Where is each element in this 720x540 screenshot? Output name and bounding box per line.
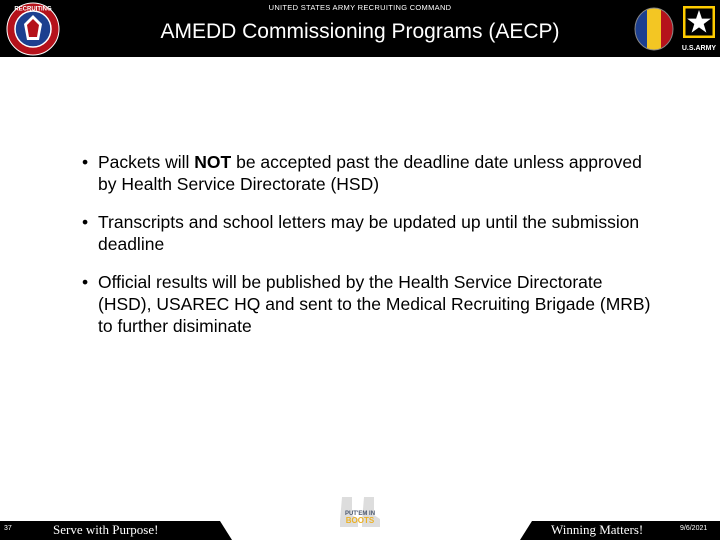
recruiting-badge-text: RECRUITING xyxy=(14,6,52,13)
bullet-text-before: Packets will xyxy=(98,152,195,172)
organization-title: UNITED STATES ARMY RECRUITING COMMAND xyxy=(268,3,452,12)
bullet-text-after: be accepted past the deadline date unless approved by Health Service Directorate (HSD) xyxy=(98,152,642,194)
boots-logo-line2: BOOTS xyxy=(345,516,375,525)
footer-motto-right: Winning Matters! xyxy=(551,522,644,537)
amedd-emblem-icon xyxy=(633,7,675,51)
bullet-bold-text: NOT xyxy=(194,152,232,172)
boots-logo-line1: PUT'EM IN xyxy=(344,511,376,517)
bullet-text: Transcripts and school letters may be updated up until the submission deadline xyxy=(98,212,640,254)
army-logo-text: U.S.ARMY xyxy=(681,45,717,52)
us-army-star-logo xyxy=(680,3,718,54)
bullet-dot: • xyxy=(82,212,89,232)
bullet-list xyxy=(80,151,660,353)
put-em-in-boots-logo xyxy=(334,495,386,535)
bullet-dot: • xyxy=(82,272,89,292)
bullet-dot: • xyxy=(82,152,89,172)
footer-date: 9/6/2021 xyxy=(680,525,708,532)
bullet-item xyxy=(80,271,660,337)
bullet-item xyxy=(80,211,660,255)
page-number: 37 xyxy=(4,525,12,532)
bullet-item xyxy=(80,151,660,195)
bullet-text: Official results will be published by the Health Service Directorate (HSD), USAREC HQ and sent to the Medical Recruiting Brigade (MRB) to further disiminate xyxy=(98,272,651,336)
footer-motto-left: Serve with Purpose! xyxy=(53,522,159,537)
slide-title: AMEDD Commissioning Programs (AECP) xyxy=(160,20,560,43)
